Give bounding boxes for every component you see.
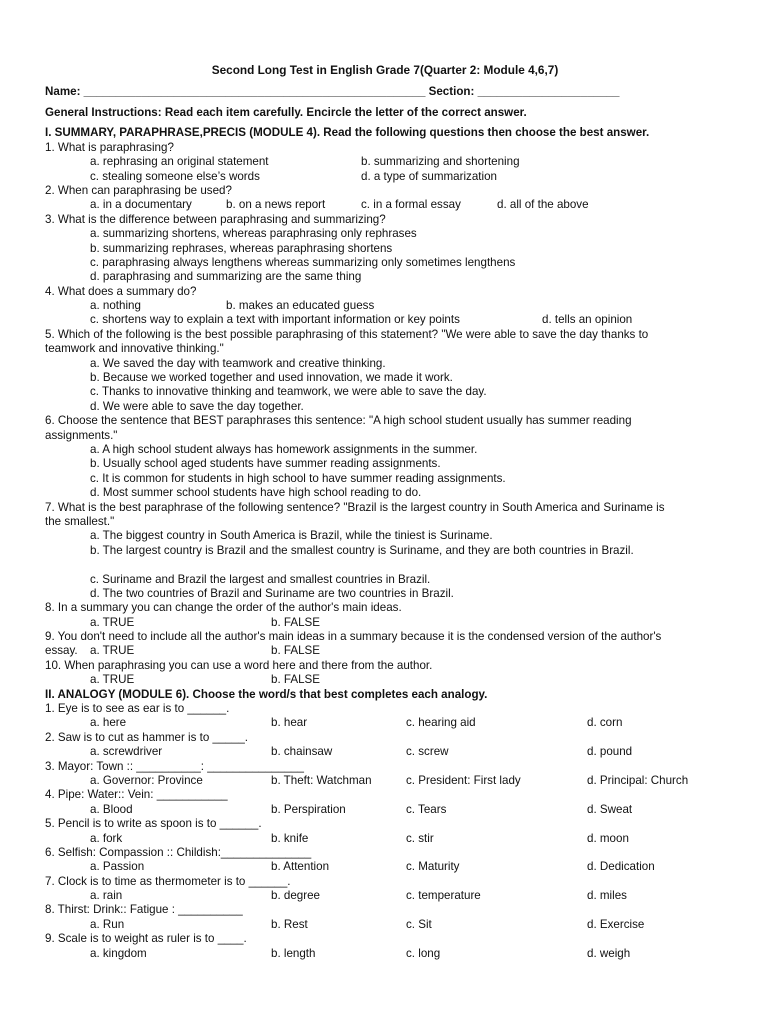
question-2-options <box>45 198 725 212</box>
analogy-8-options <box>45 918 725 932</box>
option-b: b. FALSE <box>271 673 320 687</box>
option-b: b. chainsaw <box>271 745 333 759</box>
question-4-options-row1 <box>45 299 725 313</box>
question-6-cont: assignments." <box>45 428 118 442</box>
option-a <box>45 227 725 241</box>
option-d-text: d. The two countries of Brazil and Suriname are two countries in Brazil. <box>90 586 454 600</box>
option-d: d. pound <box>587 745 633 759</box>
option-c: c. temperature <box>406 889 481 903</box>
section2-heading: II. ANALOGY (MODULE 6). Choose the word/s that best completes each analogy. <box>45 687 488 701</box>
option-c-text: c. paraphrasing always lengthens whereas summarizing only sometimes lengthens <box>90 255 516 269</box>
option-c <box>45 385 725 399</box>
analogy-9-options <box>45 947 725 961</box>
question-2: 2. When can paraphrasing be used? <box>45 183 232 197</box>
option-d: d. Exercise <box>587 917 645 931</box>
option-a-text: a. A high school student always has homework assignments in the summer. <box>90 442 478 456</box>
option-a: a. TRUE <box>90 644 135 658</box>
question-5: 5. Which of the following is the best possible paraphrasing of this statement? "We were able to save the day thanks to <box>45 327 649 341</box>
section1-heading: I. SUMMARY, PARAPHRASE,PRECIS (MODULE 4). Read the following questions then choose the best answer. <box>45 126 650 140</box>
blank-line <box>45 558 725 572</box>
option-d-text: d. paraphrasing and summarizing are the same thing <box>90 270 362 284</box>
option-d <box>45 400 725 414</box>
option-a: a. nothing <box>90 299 141 313</box>
option-a-text: a. summarizing shortens, whereas paraphrasing only rephrases <box>90 227 417 241</box>
question-9: 9. You don't need to include all the author's main ideas in a summary because it is the condensed version of the author's <box>45 630 662 644</box>
option-a: a. Governor: Province <box>90 773 203 787</box>
option-d: d. all of the above <box>497 198 589 212</box>
analogy-4: 4. Pipe: Water:: Vein: ___________ <box>45 788 228 802</box>
option-a: a. TRUE <box>90 673 135 687</box>
option-d <box>45 587 725 601</box>
analogy-3-options <box>45 774 725 788</box>
analogy-8: 8. Thirst: Drink:: Fatigue : __________ <box>45 903 243 917</box>
question-4: 4. What does a summary do? <box>45 284 197 298</box>
analogy-5-options <box>45 832 725 846</box>
option-d: d. Sweat <box>587 802 633 816</box>
question-1-options-row2 <box>45 170 725 184</box>
question-4-options-row2 <box>45 313 725 327</box>
option-a: a. Passion <box>90 860 145 874</box>
option-a: a. rephrasing an original statement <box>90 155 269 169</box>
option-a: a. here <box>90 716 127 730</box>
question-10-options <box>45 673 725 687</box>
analogy-7-options <box>45 889 725 903</box>
option-b: b. on a news report <box>226 198 326 212</box>
option-b: b. Rest <box>271 917 308 931</box>
analogy-9: 9. Scale is to weight as ruler is to ____. <box>45 932 247 946</box>
option-b-text: b. Because we worked together and used innovation, we made it work. <box>90 371 453 385</box>
option-c: c. in a formal essay <box>361 198 461 212</box>
option-c: c. hearing aid <box>406 716 476 730</box>
analogy-5: 5. Pencil is to write as spoon is to ______. <box>45 817 262 831</box>
analogy-4-options <box>45 803 725 817</box>
analogy-2-options <box>45 745 725 759</box>
option-b: b. degree <box>271 889 320 903</box>
option-c: c. screw <box>406 745 449 759</box>
option-b: b. Attention <box>271 860 330 874</box>
option-b: b. FALSE <box>271 615 320 629</box>
option-b <box>45 544 725 558</box>
analogy-7: 7. Clock is to time as thermometer is to ______. <box>45 874 291 888</box>
option-a: a. screwdriver <box>90 745 163 759</box>
question-7: 7. What is the best paraphrase of the following sentence? "Brazil is the largest country in South America and Suriname is <box>45 500 665 514</box>
option-b-text: b. Usually school aged students have summer reading assignments. <box>90 457 441 471</box>
question-7-cont: the smallest." <box>45 514 115 528</box>
option-c <box>45 256 725 270</box>
option-d: d. Dedication <box>587 860 655 874</box>
option-b <box>45 242 725 256</box>
option-a: a. in a documentary <box>90 198 192 212</box>
option-b: b. hear <box>271 716 308 730</box>
question-10: 10. When paraphrasing you can use a word here and there from the author. <box>45 658 433 672</box>
question-9-cont-text: essay. <box>45 644 78 658</box>
option-c: c. President: First lady <box>406 773 521 787</box>
option-b: b. knife <box>271 831 309 845</box>
option-a: a. Blood <box>90 802 133 816</box>
question-1-options-row1 <box>45 155 725 169</box>
option-a: a. rain <box>90 889 123 903</box>
analogy-1-options <box>45 716 725 730</box>
analogy-1: 1. Eye is to see as ear is to ______. <box>45 702 230 716</box>
option-c <box>45 573 725 587</box>
option-c-text: c. Suriname and Brazil the largest and smallest countries in Brazil. <box>90 572 431 586</box>
option-d: d. corn <box>587 716 623 730</box>
option-d <box>45 270 725 284</box>
question-9-cont <box>45 644 725 658</box>
option-b: b. Perspiration <box>271 802 346 816</box>
analogy-3: 3. Mayor: Town :: __________: _______________ <box>45 759 304 773</box>
option-d: d. tells an opinion <box>542 313 633 327</box>
analogy-6: 6. Selfish: Compassion :: Childish:______________ <box>45 845 312 859</box>
option-d: d. miles <box>587 889 627 903</box>
option-c: c. stealing someone else’s words <box>90 169 260 183</box>
question-8: 8. In a summary you can change the order of the author's main ideas. <box>45 601 402 615</box>
option-a <box>45 443 725 457</box>
option-d: d. a type of summarization <box>361 169 497 183</box>
option-a-text: a. The biggest country in South America is Brazil, while the tiniest is Suriname. <box>90 529 493 543</box>
general-instructions: General Instructions: Read each item carefully. Encircle the letter of the correct answer. <box>45 106 527 119</box>
option-b: b. length <box>271 946 316 960</box>
page-title: Second Long Test in English Grade 7(Quarter 2: Module 4,6,7) <box>211 63 559 77</box>
option-a: a. fork <box>90 831 123 845</box>
option-c: c. stir <box>406 831 434 845</box>
option-b <box>45 457 725 471</box>
option-a <box>45 357 725 371</box>
option-b: b. makes an educated guess <box>226 299 375 313</box>
option-c-text: c. It is common for students in high school to have summer reading assignments. <box>90 471 506 485</box>
option-b-text: b. The largest country is Brazil and the smallest country is Suriname, and they are both countries in Brazil. <box>90 543 634 557</box>
option-b: b. summarizing and shortening <box>361 155 520 169</box>
question-8-options <box>45 616 725 630</box>
question-6: 6. Choose the sentence that BEST paraphrases this sentence: "A high school student usually has summer reading <box>45 414 632 428</box>
question-3: 3. What is the difference between paraphrasing and summarizing? <box>45 212 386 226</box>
option-d: d. Principal: Church <box>587 773 689 787</box>
option-d-text: d. Most summer school students have high school reading to do. <box>90 486 422 500</box>
option-c: c. Tears <box>406 802 447 816</box>
option-a: a. TRUE <box>90 615 135 629</box>
option-b: b. Theft: Watchman <box>271 773 372 787</box>
option-c: c. shortens way to explain a text with important information or key points <box>90 313 460 327</box>
option-d: d. moon <box>587 831 629 845</box>
option-c <box>45 472 725 486</box>
option-b-text: b. summarizing rephrases, whereas paraphrasing shortens <box>90 241 393 255</box>
option-b <box>45 371 725 385</box>
option-a <box>45 529 725 543</box>
option-c: c. Maturity <box>406 860 460 874</box>
option-b: b. FALSE <box>271 644 320 658</box>
question-5-cont: teamwork and innovative thinking." <box>45 342 224 356</box>
option-d: d. weigh <box>587 946 631 960</box>
question-1: 1. What is paraphrasing? <box>45 140 174 154</box>
option-a: a. kingdom <box>90 946 147 960</box>
name-section-row: Name: _____________________________________________________ Section: ______________________ <box>45 85 620 98</box>
option-d <box>45 486 725 500</box>
option-c-text: c. Thanks to innovative thinking and teamwork, we were able to save the day. <box>90 385 487 399</box>
analogy-2: 2. Saw is to cut as hammer is to _____. <box>45 730 248 744</box>
analogy-6-options <box>45 860 725 874</box>
option-c: c. long <box>406 946 441 960</box>
option-a-text: a. We saved the day with teamwork and creative thinking. <box>90 356 386 370</box>
option-c: c. Sit <box>406 917 432 931</box>
option-a: a. Run <box>90 917 125 931</box>
option-d-text: d. We were able to save the day together. <box>90 399 304 413</box>
test-page <box>45 62 725 961</box>
